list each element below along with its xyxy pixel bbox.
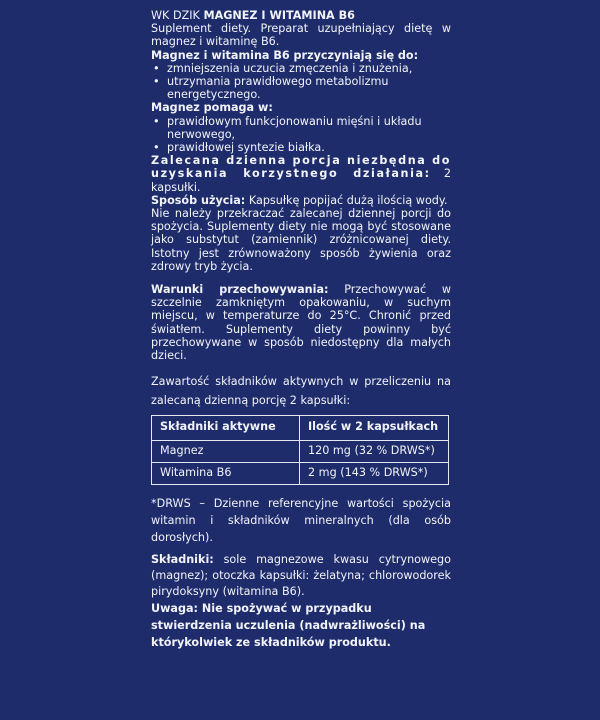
dosage-label: Zalecana dzienna porcja niezbędna do uzyskania korzystnego działania: xyxy=(151,154,451,181)
usage-paragraph xyxy=(151,194,451,207)
ingredients-value: sole magnezowe kwasu cytrynowego (magnez); otoczka kapsułki: żelatyna; chlorowodorek pirydoksyny (witamina B6). xyxy=(151,553,451,599)
storage-paragraph xyxy=(151,283,451,362)
product-name: MAGNEZ I WITAMINA B6 xyxy=(203,9,355,22)
table-intro: Zawartość składników aktywnych w przeliczeniu na zalecaną dzienną porcję 2 kapsułki: xyxy=(151,375,451,408)
cell-ingredient: Magnez xyxy=(152,441,300,463)
usage-label: Sposób użycia: xyxy=(151,193,246,207)
dosage-paragraph xyxy=(151,154,451,194)
brand-name: WK DZIK xyxy=(151,9,200,22)
storage-label: Warunki przechowywania: xyxy=(151,283,329,297)
warning-paragraph: Nie należy przekraczać zalecanej dziennej porcji do spożycia. Suplementy diety nie mogą być stosowane jako substytut (zamiennik) zróżnicowanej diety. Istotny jest zrównoważony sposób żywienia oraz zdrowy tryb życia. xyxy=(151,207,451,273)
header-amount: Ilość w 2 kapsułkach xyxy=(300,416,449,441)
caution-label: Uwaga: xyxy=(151,602,199,616)
label-text-block xyxy=(151,9,451,651)
contributes-heading: Magnez i witamina B6 przyczyniają się do: xyxy=(151,48,419,62)
list-item: • prawidłowej syntezie białka. xyxy=(151,141,451,154)
ingredients-label: Składniki: xyxy=(151,553,214,567)
ingredients-paragraph xyxy=(151,552,451,600)
footnote: *DRWS – Dzienne referencyjne wartości spożycia witamin i składników mineralnych (dla osób dorosłych). xyxy=(151,497,451,545)
product-title xyxy=(151,9,451,22)
cell-amount: 2 mg (143 % DRWS*) xyxy=(300,463,449,485)
magnesium-list xyxy=(151,115,451,155)
storage-value: Przechowywać w szczelnie zamkniętym opakowaniu, w suchym miejscu, w temperaturze do 25°C. Chronić przed światłem. Suplementy diety powinny być przechowywane w sposób niedostępny dla małych dzieci. xyxy=(151,283,451,363)
product-intro: Suplement diety. Preparat uzupełniający dietę w magnez i witaminę B6. xyxy=(151,22,451,49)
contributes-list xyxy=(151,62,451,102)
table-header-row xyxy=(152,416,449,441)
header-ingredient: Składniki aktywne xyxy=(152,416,300,441)
list-item: • zmniejszenia uczucia zmęczenia i znużenia, xyxy=(151,62,451,75)
list-item: • utrzymania prawidłowego metabolizmu energetycznego. xyxy=(151,75,451,101)
magnesium-heading: Magnez pomaga w: xyxy=(151,101,273,115)
cell-ingredient: Witamina B6 xyxy=(152,463,300,485)
active-ingredients-table xyxy=(151,415,449,485)
table-row xyxy=(152,441,449,463)
usage-value: Kapsułkę popijać dużą ilością wody. xyxy=(248,193,448,207)
list-item: • prawidłowym funkcjonowaniu mięśni i układu nerwowego, xyxy=(151,115,451,141)
dosage-value: 2 kapsułki. xyxy=(151,167,451,194)
table-row xyxy=(152,463,449,485)
caution-value: Nie spożywać w przypadku stwierdzenia uczulenia (nadwrażliwości) na którykolwiek ze składników produktu. xyxy=(151,602,426,650)
caution-paragraph xyxy=(151,600,451,651)
cell-amount: 120 mg (32 % DRWS*) xyxy=(300,441,449,463)
